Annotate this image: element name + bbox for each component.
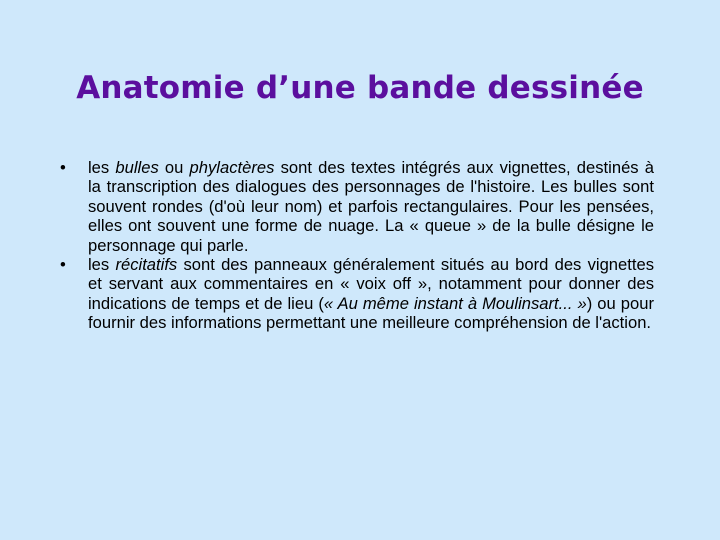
term-phylacteres: phylactères	[189, 158, 275, 177]
bullet-text-part: sont des panneaux généralement situés au bord des vignettes et servant aux commentaires en « voix off », notamment pour donner des indications de temps et de lieu (	[88, 255, 655, 313]
bullet-text-part: sont des textes intégrés aux vignettes, destinés à la transcription des dialogues des personnages de l'histoire. Les bulles sont souvent rondes (d'où leur nom) et parfois rectangulaires. Pour les pensées, elles ont souvent une forme de nuage. La « queue » de la bulle désigne le personnage qui parle.	[88, 158, 654, 255]
bullet-list	[60, 158, 654, 333]
bullet-text-part: les	[88, 255, 116, 275]
bullet-text-part: ) ou pour fournir des informations permettant une meilleure compréhension de l'action.	[88, 293, 654, 333]
term-bulles: bulles	[115, 158, 159, 177]
slide-title: Anatomie d’une bande dessinée	[76, 70, 644, 106]
term-recitatifs: récitatifs	[115, 255, 178, 275]
bullet-text-part: ou	[158, 158, 190, 177]
bullet-dot-icon: •	[60, 255, 66, 275]
bullet-dot-icon: •	[60, 158, 66, 177]
bullet-item-bulles	[60, 158, 654, 255]
quote-moulinsart: « Au même instant à Moulinsart... »	[323, 293, 587, 313]
bullet-item-recitatifs	[60, 255, 654, 333]
bullet-text-part: les	[88, 158, 116, 177]
